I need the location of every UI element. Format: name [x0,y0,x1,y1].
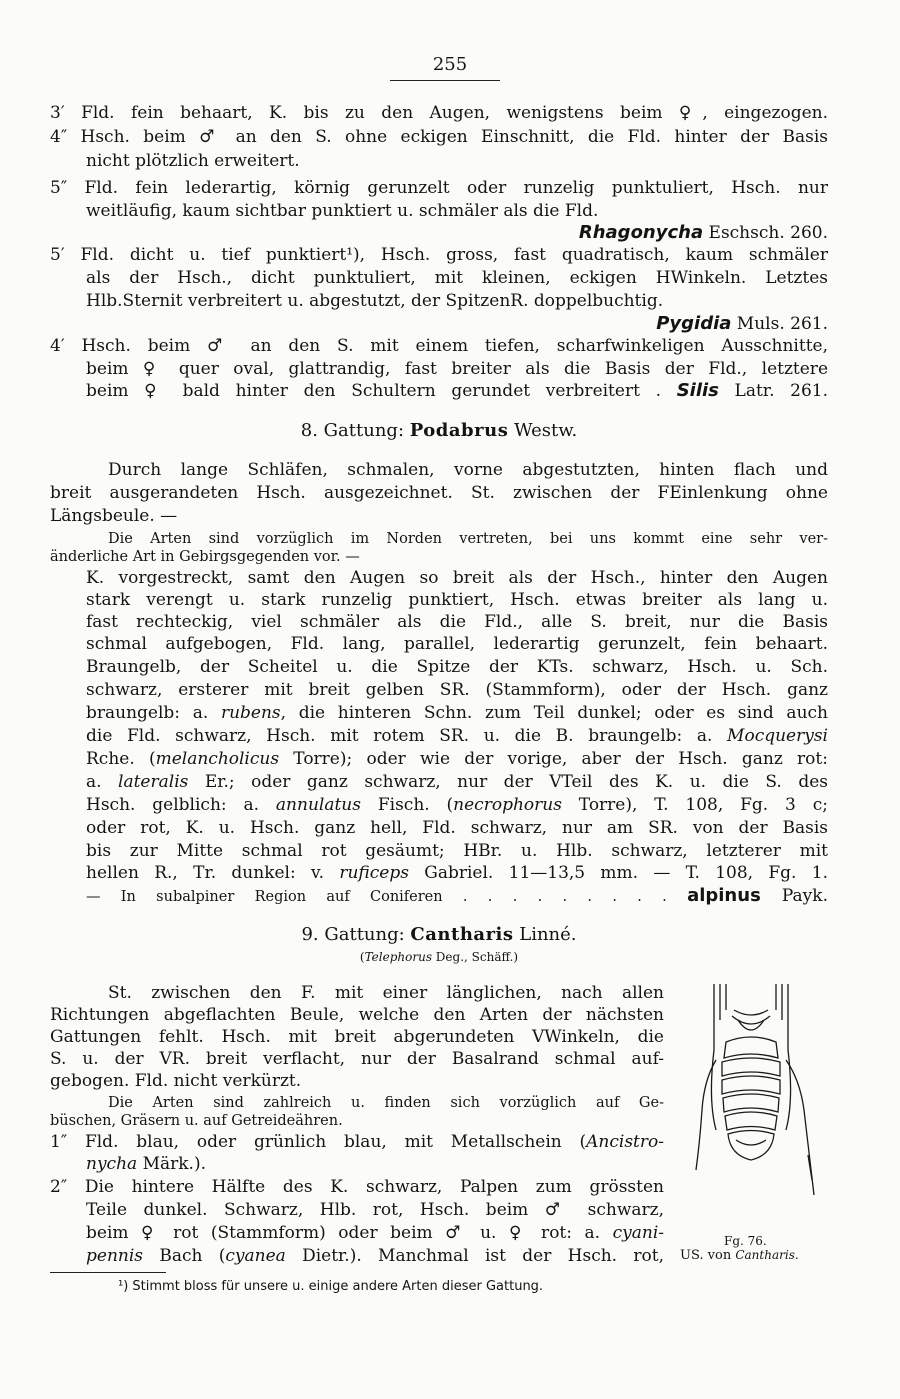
footnote-rule [50,1272,166,1273]
description-line: — In subalpiner Region auf Coniferen . . . . . . . . . alpinus Payk. [86,885,828,906]
description-line: hellen R., Tr. dunkel: v. ruficeps Gabriel. 11—13,5 mm. — T. 108, Fg. 1. [86,863,828,883]
figure-label: Fg. 76. [724,1234,767,1248]
description-line: Braungelb, der Scheitel u. die Spitze der KTs. schwarz, Hsch. u. Sch. [86,657,828,677]
paragraph-line: Richtungen abgeflachten Beule, welche den Arten der nächsten [50,1005,664,1025]
paragraph-line: gebogen. Fld. nicht verkürzt. [50,1071,302,1091]
small-note-line: büschen, Gräsern u. auf Getreideähren. [50,1113,343,1129]
section-heading-cantharis: 9. Gattung: Cantharis Linné. [301,924,577,945]
key-line: 3′ Fld. fein behaart, K. bis zu den Augen, wenigstens beim ♀, eingezogen. [50,103,828,123]
description-line: bis zur Mitte schmal rot gesäumt; HBr. u. Hlb. schwarz, letzterer mit [86,841,828,861]
paragraph-line: Gattungen fehlt. Hsch. mit breit abgerundeten VWinkeln, die [50,1027,664,1047]
description-line: die Fld. schwarz, Hsch. mit rotem SR. u. die B. braungelb: a. Mocquerysi [86,726,828,746]
genus-name: Rhagonycha [578,222,704,243]
genus-name: Silis [676,380,719,401]
page-number: 255 [432,54,468,75]
description-line: Hsch. gelblich: a. annulatus Fisch. (necrophorus Torre), T. 108, Fg. 3 c; [86,795,828,815]
footnote: ¹) Stimmt bloss für unsere u. einige andere Arten dieser Gattung. [118,1279,544,1294]
key-line: 5′ Fld. dicht u. tief punktiert¹), Hsch. gross, fast quadratisch, kaum schmäler [50,245,828,265]
description-line: stark verengt u. stark runzelig punktiert, Hsch. etwas breiter als lang u. [86,590,828,610]
synonym-line: (Telephorus Deg., Schäff.) [359,950,519,964]
key-line: weitläufig, kaum sichtbar punktiert u. schmäler als die Fld. [86,201,599,221]
key-line: nicht plötzlich erweitert. [86,151,300,171]
description-line: K. vorgestreckt, samt den Augen so breit als der Hsch., hinter den Augen [86,568,828,588]
small-note-line: änderliche Art in Gebirgsgegenden vor. — [50,549,360,565]
description-line: schmal aufgebogen, Fld. lang, parallel, lederartig gerunzelt, fein behaart. [86,634,828,654]
genus-line [50,313,828,335]
key-line: als der Hsch., dicht punktuliert, mit kleinen, eckigen HWinkeln. Letztes [86,268,828,288]
species-name: alpinus [687,885,761,906]
description-line: Rche. (melancholicus Torre); oder wie der vorige, aber der Hsch. ganz rot: [86,749,828,769]
key-line: 4″ Hsch. beim ♂ an den S. ohne eckigen Einschnitt, die Fld. hinter der Basis [50,127,828,147]
small-note-line: Die Arten sind zahlreich u. finden sich vorzüglich auf Ge- [108,1095,664,1111]
genus-line [50,222,828,244]
description-line: a. lateralis Er.; oder ganz schwarz, nur der VTeil des K. u. die S. des [86,772,828,792]
genus-author: Eschsch. 260. [703,223,828,243]
header-rule [390,80,500,81]
genus-title: Cantharis [410,924,514,945]
key-line: pennis Bach (cyanea Dietr.). Manchmal ist der Hsch. rot, [86,1246,664,1266]
paragraph-line: breit ausgerandeten Hsch. ausgezeichnet. St. zwischen der FEinlenkung ohne [50,483,828,503]
description-line: schwarz, ersterer mit breit gelben SR. (Stammform), oder der Hsch. ganz [86,680,828,700]
key-line: 4′ Hsch. beim ♂ an den S. mit einem tiefen, scharfwinkeligen Ausschnitte, [50,336,828,356]
figure-caption: US. von Cantharis. [680,1248,799,1263]
genus-title: Podabrus [409,420,509,441]
genus-author: Muls. 261. [731,314,828,334]
section-heading-podabrus: 8. Gattung: Podabrus Westw. [300,420,578,441]
paragraph-line: Durch lange Schläfen, schmalen, vorne abgestutzten, hinten flach und [108,460,828,480]
key-line: beim ♀ quer oval, glattrandig, fast breiter als die Basis der Fld., letztere [86,359,828,379]
key-line: 2″ Die hintere Hälfte des K. schwarz, Palpen zum grössten [50,1177,664,1197]
paragraph-line: Längsbeule. — [50,506,178,526]
description-line: fast rechteckig, viel schmäler als die Fld., alle S. breit, nur die Basis [86,612,828,632]
description-line: braungelb: a. rubens, die hinteren Schn. zum Teil dunkel; oder es sind auch [86,703,828,723]
paragraph-line: St. zwischen den F. mit einer länglichen, nach allen [108,983,664,1003]
description-line: oder rot, K. u. Hsch. ganz hell, Fld. schwarz, nur am SR. von der Basis [86,818,828,838]
key-line: beim ♀ rot (Stammform) oder beim ♂ u. ♀ rot: a. cyani- [86,1223,664,1243]
key-line: nycha Märk.). [86,1154,206,1174]
key-line: beim ♀ bald hinter den Schultern gerundet verbreitert . Silis Latr. 261. [86,380,829,401]
small-note-line: Die Arten sind vorzüglich im Norden vertreten, bei uns kommt eine sehr ver- [108,531,828,547]
paragraph-line: S. u. der VR. breit verflacht, nur der Basalrand schmal auf- [50,1049,664,1069]
key-line: 1″ Fld. blau, oder grünlich blau, mit Metallschein (Ancistro- [50,1132,664,1152]
key-line: Teile dunkel. Schwarz, Hlb. rot, Hsch. beim ♂ schwarz, [86,1200,664,1220]
key-line: 5″ Fld. fein lederartig, körnig gerunzelt oder runzelig punktuliert, Hsch. nur [50,178,828,198]
key-line: Hlb.Sternit verbreitert u. abgestutzt, der SpitzenR. doppelbuchtig. [86,291,664,311]
genus-name: Pygidia [656,313,732,334]
